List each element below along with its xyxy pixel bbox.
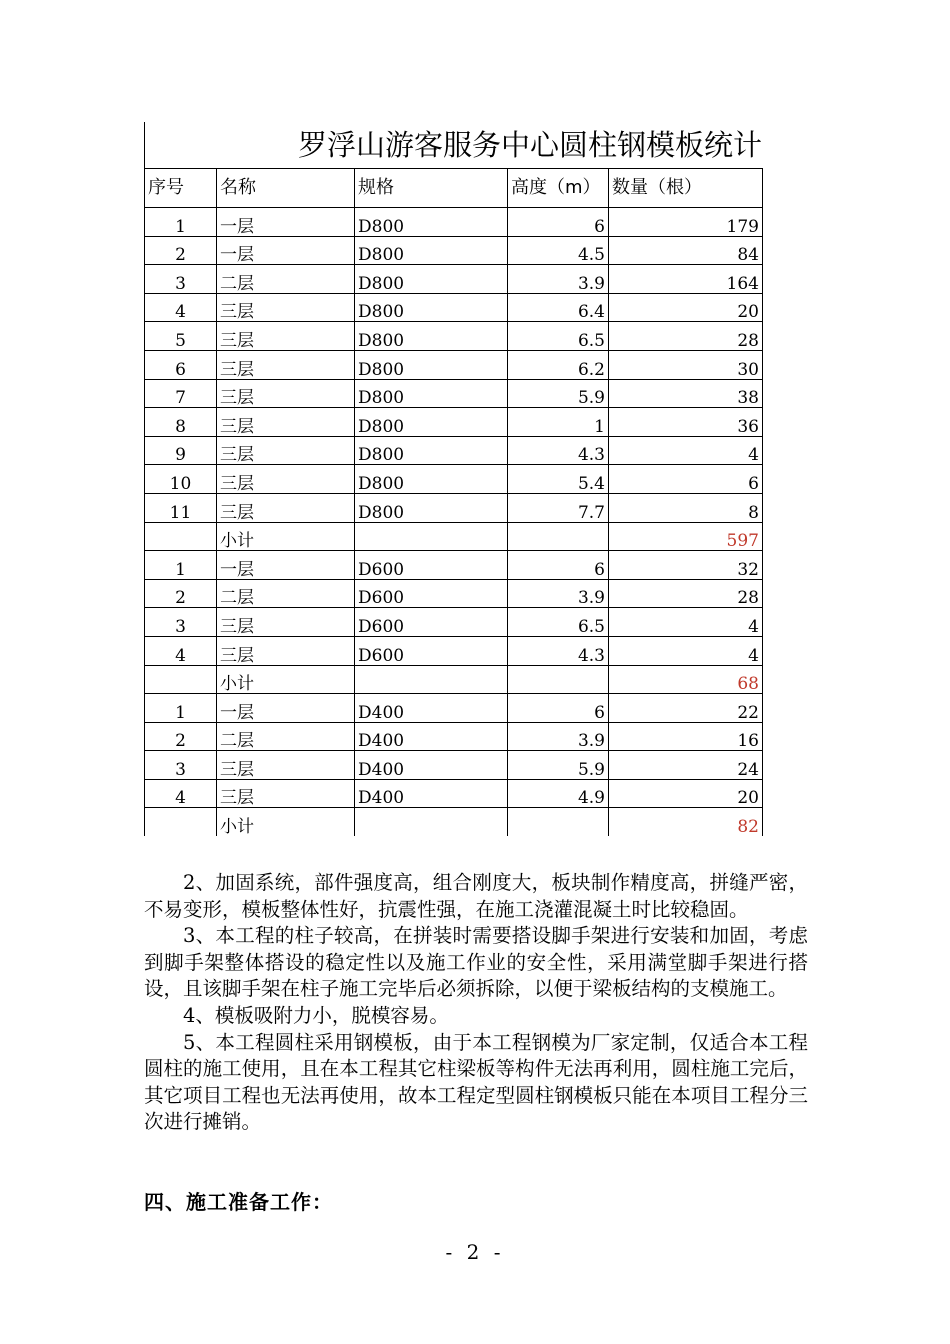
table-row [145,350,763,379]
row-name-cell: 三层 [217,350,355,379]
row-height-cell: 6 [508,208,609,237]
row-index-cell [145,808,217,836]
row-spec-cell: D400 [355,779,508,808]
row-index-cell: 5 [145,322,217,351]
row-qty-cell: 597 [609,522,763,551]
row-height-cell: 3.9 [508,722,609,751]
row-spec-cell: D600 [355,579,508,608]
table-row [145,636,763,665]
row-spec-cell: D800 [355,436,508,465]
row-spec-cell [355,665,508,694]
row-spec-cell: D600 [355,608,508,637]
row-height-cell [508,665,609,694]
row-spec-cell: D800 [355,236,508,265]
row-spec-cell: D800 [355,379,508,408]
table-row [145,579,763,608]
row-qty-cell: 6 [609,465,763,494]
row-height-cell: 3.9 [508,265,609,294]
row-qty-cell: 20 [609,779,763,808]
row-index-cell: 1 [145,694,217,723]
row-name-cell: 三层 [217,293,355,322]
row-spec-cell: D600 [355,551,508,580]
row-qty-cell: 22 [609,694,763,723]
row-height-cell: 4.5 [508,236,609,265]
table-row [145,322,763,351]
table-row [145,436,763,465]
row-name-cell: 一层 [217,236,355,265]
row-index-cell: 3 [145,751,217,780]
row-spec-cell: D800 [355,265,508,294]
header-cell: 高度（m） [508,169,609,208]
row-qty-cell: 32 [609,551,763,580]
row-height-cell: 7.7 [508,493,609,522]
row-spec-cell: D800 [355,350,508,379]
row-height-cell: 4.3 [508,636,609,665]
table-row [145,236,763,265]
row-qty-cell: 68 [609,665,763,694]
table-title: 罗浮山游客服务中心圆柱钢模板统计 [144,122,762,168]
paragraph: 2、加固系统，部件强度高，组合刚度大，板块制作精度高，拼缝严密，不易变形，模板整体性好，抗震性强，在施工浇灌混凝土时比较稳固。 [144,871,808,921]
row-spec-cell [355,808,508,836]
row-spec-cell: D800 [355,408,508,437]
table-row [145,779,763,808]
subtotal-row [145,665,763,694]
row-index-cell: 11 [145,493,217,522]
row-qty-cell: 8 [609,493,763,522]
table-row [145,465,763,494]
row-height-cell [508,808,609,836]
row-index-cell: 3 [145,608,217,637]
row-height-cell [508,522,609,551]
row-height-cell: 6.5 [508,608,609,637]
row-spec-cell: D800 [355,493,508,522]
row-index-cell: 2 [145,722,217,751]
row-qty-cell: 4 [609,636,763,665]
row-name-cell: 一层 [217,551,355,580]
row-name-cell: 一层 [217,694,355,723]
table-row [145,722,763,751]
row-index-cell [145,665,217,694]
row-name-cell: 三层 [217,436,355,465]
row-qty-cell: 28 [609,579,763,608]
section-heading: 四、施工准备工作： [144,1190,333,1214]
row-name-cell: 三层 [217,379,355,408]
row-qty-cell: 28 [609,322,763,351]
subtotal-row [145,522,763,551]
row-name-cell: 二层 [217,579,355,608]
row-height-cell: 5.4 [508,465,609,494]
row-spec-cell: D800 [355,465,508,494]
row-spec-cell: D400 [355,694,508,723]
row-height-cell: 6.5 [508,322,609,351]
paragraph: 3、本工程的柱子较高，在拼装时需要搭设脚手架进行安装和加固，考虑到脚手架整体搭设的稳定性以及施工作业的安全性，采用满堂脚手架进行搭设，且该脚手架在柱子施工完毕后必须拆除，以便于梁板结构的支模施工。 [144,924,808,1001]
formwork-statistics-table [144,122,762,836]
row-name-cell: 三层 [217,636,355,665]
row-qty-cell: 24 [609,751,763,780]
table-row [145,751,763,780]
row-height-cell: 1 [508,408,609,437]
row-name-cell: 二层 [217,722,355,751]
row-qty-cell: 4 [609,436,763,465]
row-height-cell: 6 [508,551,609,580]
table-row [145,265,763,294]
row-index-cell: 4 [145,293,217,322]
row-spec-cell: D600 [355,636,508,665]
row-index-cell: 10 [145,465,217,494]
table-row [145,493,763,522]
row-qty-cell: 4 [609,608,763,637]
row-name-cell: 小计 [217,665,355,694]
header-cell: 规格 [355,169,508,208]
paragraph: 4、模板吸附力小，脱模容易。 [183,1003,449,1027]
row-height-cell: 5.9 [508,751,609,780]
table-row [145,694,763,723]
row-name-cell: 小计 [217,522,355,551]
row-spec-cell: D800 [355,322,508,351]
row-index-cell: 7 [145,379,217,408]
header-cell: 数量（根） [609,169,763,208]
row-index-cell: 4 [145,779,217,808]
row-index-cell: 8 [145,408,217,437]
row-qty-cell: 38 [609,379,763,408]
row-name-cell: 三层 [217,751,355,780]
row-height-cell: 5.9 [508,379,609,408]
row-qty-cell: 164 [609,265,763,294]
row-qty-cell: 20 [609,293,763,322]
row-spec-cell: D400 [355,751,508,780]
row-qty-cell: 36 [609,408,763,437]
row-height-cell: 6.4 [508,293,609,322]
row-name-cell: 三层 [217,465,355,494]
table-row [145,379,763,408]
stats-grid [144,168,763,836]
row-height-cell: 4.3 [508,436,609,465]
row-spec-cell: D800 [355,293,508,322]
row-height-cell: 4.9 [508,779,609,808]
table-row [145,608,763,637]
row-qty-cell: 84 [609,236,763,265]
row-qty-cell: 16 [609,722,763,751]
row-name-cell: 三层 [217,322,355,351]
row-index-cell: 1 [145,551,217,580]
row-name-cell: 三层 [217,493,355,522]
row-name-cell: 三层 [217,608,355,637]
row-qty-cell: 179 [609,208,763,237]
row-index-cell: 6 [145,350,217,379]
row-qty-cell: 30 [609,350,763,379]
row-index-cell [145,522,217,551]
row-index-cell: 1 [145,208,217,237]
row-spec-cell: D400 [355,722,508,751]
row-height-cell: 6.2 [508,350,609,379]
body-text [144,870,808,1136]
row-index-cell: 9 [145,436,217,465]
row-spec-cell [355,522,508,551]
header-cell: 名称 [217,169,355,208]
table-row [145,551,763,580]
paragraph: 5、本工程圆柱采用钢模板，由于本工程钢模为厂家定制，仅适合本工程圆柱的施工使用，且在本工程其它柱梁板等构件无法再利用，圆柱施工完后，其它项目工程也无法再使用，故本工程定型圆柱钢模板只能在本项目工程分三次进行摊销。 [144,1030,808,1134]
row-height-cell: 3.9 [508,579,609,608]
row-name-cell: 二层 [217,265,355,294]
table-row [145,293,763,322]
subtotal-row [145,808,763,836]
row-name-cell: 小计 [217,808,355,836]
row-index-cell: 2 [145,236,217,265]
row-index-cell: 2 [145,579,217,608]
table-header-row [145,169,763,208]
row-spec-cell: D800 [355,208,508,237]
row-height-cell: 6 [508,694,609,723]
row-qty-cell: 82 [609,808,763,836]
page-number: - 2 - [445,1240,505,1264]
table-row [145,408,763,437]
row-index-cell: 3 [145,265,217,294]
header-cell: 序号 [145,169,217,208]
row-index-cell: 4 [145,636,217,665]
row-name-cell: 三层 [217,408,355,437]
table-row [145,208,763,237]
row-name-cell: 三层 [217,779,355,808]
row-name-cell: 一层 [217,208,355,237]
